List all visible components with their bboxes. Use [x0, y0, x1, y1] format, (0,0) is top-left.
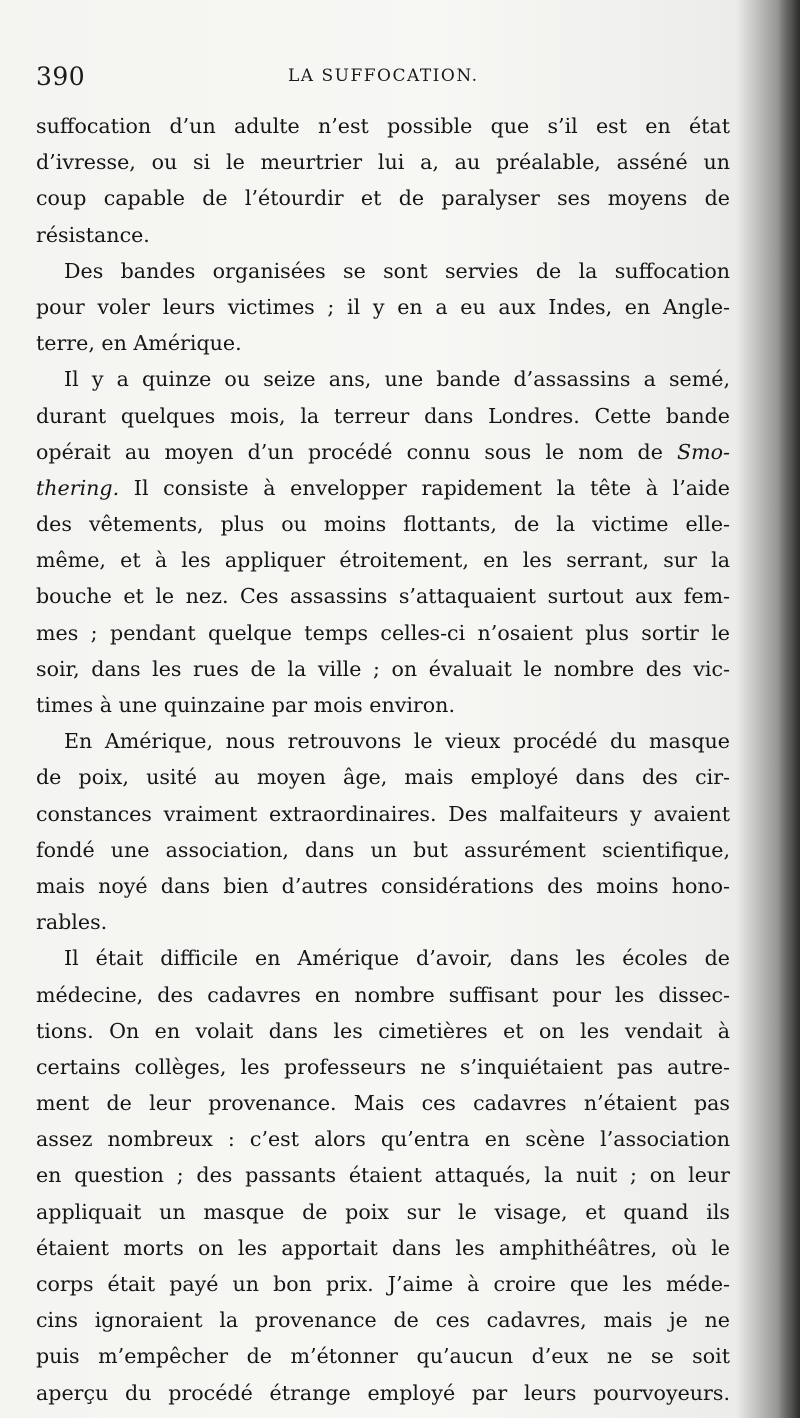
text-line: résistance. [36, 222, 150, 247]
text-line: constances vraiment extraordinaires. Des malfaiteurs y avaient [36, 801, 730, 826]
text-line: certains collèges, les professeurs ne s’inquiétaient pas autre- [36, 1054, 730, 1079]
text-line: Il y a quinze ou seize ans, une bande d’assassins a semé, [64, 367, 730, 392]
text-line: ment de leur provenance. Mais ces cadavres n’étaient pas [36, 1091, 730, 1116]
text-line: de poix, usité au moyen âge, mais employé dans des cir- [36, 765, 730, 790]
text-line-smothering-2 [36, 470, 730, 506]
text-line: mes ; pendant quelque temps celles-ci n’osaient plus sortir le [36, 620, 730, 645]
italic-word: Smo- [677, 439, 730, 464]
text-line: suffocation d’un adulte n’est possible que s’il est en état [36, 114, 730, 138]
text-fragment: opérait au moyen d’un procédé connu sous le nom de [36, 439, 677, 464]
page-header [36, 60, 736, 94]
text-line: soir, dans les rues de la ville ; on évaluait le nombre des vic- [36, 656, 730, 681]
text-line: tions. On en volait dans les cimetières et on les vendait à [36, 1018, 730, 1043]
text-line: d’ivresse, ou si le meurtrier lui a, au préalable, asséné un [36, 150, 730, 175]
body-text [36, 108, 730, 1411]
text-line: times à une quinzaine par mois environ. [36, 693, 455, 717]
text-line: puis m’empêcher de m’étonner qu’aucun d’eux ne se soit [36, 1344, 730, 1369]
text-line: durant quelques mois, la terreur dans Londres. Cette bande [36, 403, 730, 428]
text-line: aperçu du procédé étrange employé par leurs pourvoyeurs. [36, 1380, 730, 1405]
text-line: bouche et le nez. Ces assassins s’attaquaient surtout aux fem- [36, 584, 730, 609]
text-line: pour voler leurs victimes ; il y en a eu aux Indes, en Angle- [36, 294, 730, 319]
text-line: Il était difficile en Amérique d’avoir, dans les écoles de [64, 946, 730, 971]
text-line: en question ; des passants étaient attaqués, la nuit ; on leur [36, 1163, 730, 1188]
text-line: rables. [36, 910, 108, 935]
page-number: 390 [36, 62, 86, 91]
text-line: étaient morts on les apportait dans les amphithéâtres, où le [36, 1235, 730, 1260]
text-line: terre, en Amérique. [36, 331, 242, 356]
text-line: mais noyé dans bien d’autres considérations des moins hono- [36, 873, 730, 898]
text-line: même, et à les appliquer étroitement, en les serrant, sur la [36, 548, 730, 573]
text-line-smothering-1 [36, 434, 730, 470]
text-line: appliquait un masque de poix sur le visage, et quand ils [36, 1199, 730, 1224]
text-fragment: Il consiste à envelopper rapidement la tête à l’aide [119, 475, 730, 500]
text-line: Des bandes organisées se sont servies de la suffocation [64, 258, 730, 283]
scan-edge-shadow [778, 0, 800, 1418]
text-line: En Amérique, nous retrouvons le vieux procédé du masque [64, 729, 730, 754]
text-line: assez nombreux : c’est alors qu’entra en scène l’association [36, 1127, 730, 1152]
text-line: fondé une association, dans un but assurément scientifique, [36, 837, 730, 862]
text-line: médecine, des cadavres en nombre suffisant pour les dissec- [36, 982, 730, 1007]
text-line: coup capable de l’étourdir et de paralyser ses moyens de [36, 186, 730, 211]
running-title: LA SUFFOCATION. [288, 66, 479, 86]
italic-word: thering. [36, 475, 120, 500]
text-line: corps était payé un bon prix. J’aime à croire que les méde- [36, 1272, 730, 1296]
text-line: cins ignoraient la provenance de ces cadavres, mais je ne [36, 1308, 730, 1333]
text-line: des vêtements, plus ou moins flottants, de la victime elle- [36, 512, 730, 537]
